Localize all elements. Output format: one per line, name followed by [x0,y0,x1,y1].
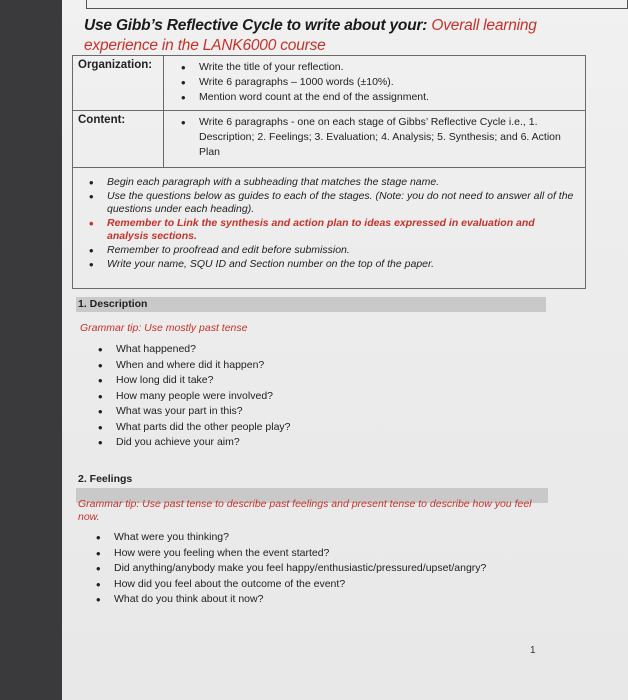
list-item: • What was your part in this? [98,404,518,420]
list-item: • How many people were involved? [98,389,518,405]
list-item: • How long did it take? [98,373,518,389]
instructions-table [72,55,586,289]
list-item: • When and where did it happen? [98,358,518,374]
list-item: • Did anything/anybody make you feel happy/enthusiastic/pressured/upset/angry? [96,561,556,577]
organization-list [181,60,576,105]
list-item: • What do you think about it now? [96,592,556,608]
title-prefix: Use Gibb’s Reflective Cycle to write about your: [84,17,432,34]
list-item: • Use the questions below as guides to each of the stages. (Note: you do not need to answer all of the questions under each heading). [83,190,578,216]
list-item: • Write 6 paragraphs – 1000 words (±10%). [181,75,576,90]
list-item: • Write the title of your reflection. [181,60,576,75]
notes-list [83,176,578,272]
organization-label: Organization: [78,59,153,71]
list-item: • What were you thinking? [96,530,556,546]
list-item: • What parts did the other people play? [98,420,518,436]
title-line2: experience in the LANK6000 course [84,37,326,54]
top-border [86,0,628,9]
description-grammar-tip: Grammar tip: Use mostly past tense [80,322,248,334]
list-item: • Remember to Link the synthesis and action plan to ideas expressed in evaluation and analysis sections. [83,217,578,243]
organization-row [73,56,585,111]
list-item: • What happened? [98,342,518,358]
content-list [181,115,576,160]
list-item: • How did you feel about the outcome of the event? [96,577,556,593]
list-item: • How were you feeling when the event started? [96,546,556,562]
list-item: • Begin each paragraph with a subheading that matches the stage name. [83,176,578,189]
feelings-grammar-tip: Grammar tip: Use past tense to describe past feelings and present tense to describe how you feel now. [78,498,532,523]
list-item: • Write your name, SQU ID and Section number on the top of the paper. [83,258,578,271]
content-label: Content: [78,114,126,126]
document-page [62,0,628,700]
list-item: • Did you achieve your aim? [98,435,518,451]
page-number: 1 [530,645,536,656]
description-heading: 1. Description [78,298,148,310]
feelings-questions [96,530,556,608]
feelings-heading: 2. Feelings [78,473,133,485]
page-title [84,16,554,56]
title-highlight: Overall learning [431,17,537,34]
content-row [73,111,585,168]
description-questions [98,342,518,451]
list-item: • Mention word count at the end of the assignment. [181,90,576,105]
list-item: • Remember to proofread and edit before submission. [83,244,578,257]
list-item: • Write 6 paragraphs - one on each stage of Gibbs’ Reflective Cycle i.e., 1. Description; 2. Feelings; 3. Evaluation; 4. Analysis; 5. Synthesis; and 6. Action Plan [181,115,576,160]
